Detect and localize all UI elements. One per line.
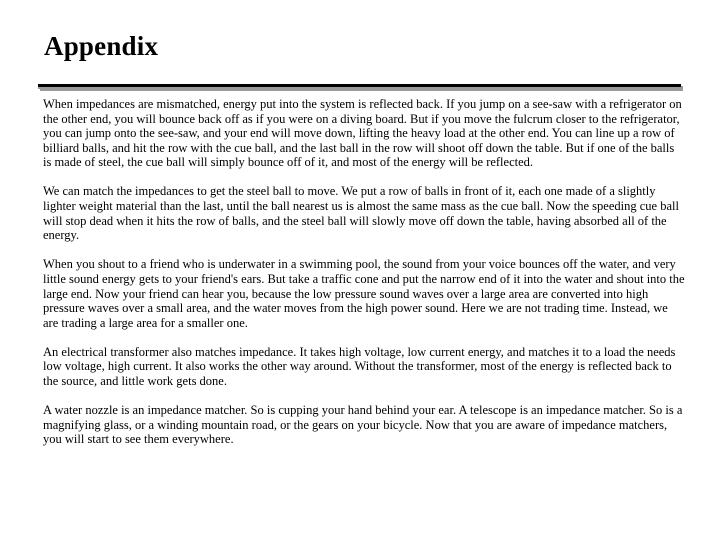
body-text (43, 97, 685, 461)
paragraph-swimming-pool: When you shout to a friend who is underwater in a swimming pool, the sound from your voice bounces off the water, and very little sound energy gets to your friend's ears. But take a traffic cone and put the narrow end of it into the water and shout into the large end. Now your friend can hear you, because the low pressure sound waves over a large area are converted into high pressure waves over a small area, and the water moves from the high power sound. Here we are not trading time. Instead, we are trading a large area for a smaller one. (43, 257, 685, 330)
paragraph-steel-ball: We can match the impedances to get the steel ball to move. We put a row of balls in front of it, each one made of a slightly lighter weight material than the last, until the ball nearest us is almost the same mass as the cue ball. Now the speeding cue ball will stop dead when it hits the row of balls, and the steel ball will slowly move off down the table, having absorbed all of the energy. (43, 184, 679, 243)
page-title: Appendix (44, 31, 159, 61)
paragraph-transformer: An electrical transformer also matches impedance. It takes high voltage, low current energy, and matches it to a load the needs low voltage, high current. It also works the other way around. Without the transformer, most of the energy is reflected back to the source, and little work gets done. (43, 344, 676, 388)
paragraph-see-saw: When impedances are mismatched, energy put into the system is reflected back. If you jump on a see-saw with a refrigerator on the other end, you will bounce back off as if you were on a diving board. But if you move the fulcrum closer to the refrigerator, you can jump onto the see-saw, and your end will move down, lifting the heavy load at the other end. You can line up a row of billiard balls, and hit the row with the cue ball, and the last ball in the row will shoot off down the table. But if one of the balls is made of steel, the cue ball will simply bounce off of it, and most of the energy will be reflected. (43, 97, 682, 170)
title-divider (38, 84, 681, 89)
paragraph-impedance-matchers: A water nozzle is an impedance matcher. So is cupping your hand behind your ear. A telescope is an impedance matcher. So is a magnifying glass, or a winding mountain road, or the gears on your bicycle. Now that you are aware of impedance matchers, you will start to see them everywhere. (43, 403, 683, 447)
